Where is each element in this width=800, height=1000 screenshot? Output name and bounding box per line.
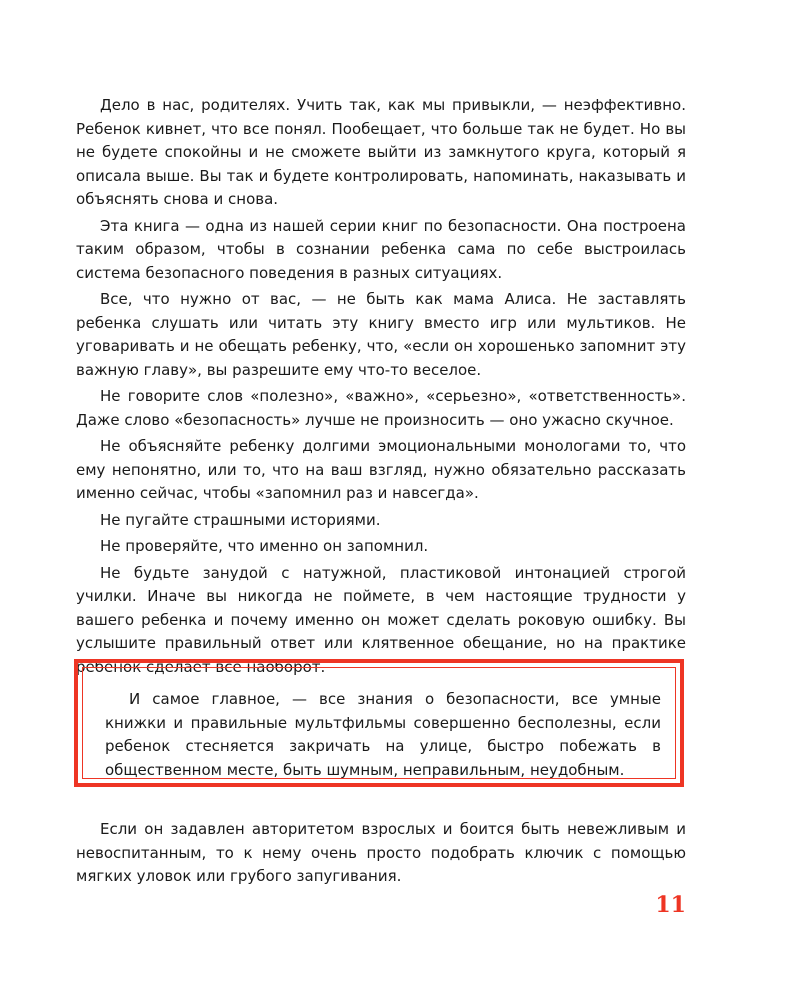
paragraph: Все, что нужно от вас, — не быть как мама Алиса. Не заставлять ребенка слушать или читать эту книгу вместо игр или мультиков. Не уговаривать и не обещать ребенку, что, «если он хорошенько запомнит эту важную главу», вы разрешите ему что-то веселое. — [76, 290, 686, 379]
after-text-block — [76, 818, 686, 892]
callout-inner-border — [82, 667, 676, 779]
callout-box — [74, 659, 684, 787]
paragraph: Не объясняйте ребенку долгими эмоциональными монологами то, что ему непонятно, или то, что на ваш взгляд, нужно обязательно рассказать именно сейчас, чтобы «запомнил раз и навсегда». — [76, 437, 686, 502]
paragraph: Если он задавлен авторитетом взрослых и боится быть невежливым и невоспитанным, то к нему очень просто подобрать ключик с помощью мягких уловок или грубого запугивания. — [76, 820, 686, 885]
paragraph: Не пугайте страшными историями. — [100, 510, 381, 529]
paragraph: Эта книга — одна из нашей серии книг по безопасности. Она построена таким образом, чтобы в сознании ребенка сама по себе выстроилась система безопасного поведения в разных ситуациях. — [76, 216, 686, 282]
paragraph: Не будьте занудой с натужной, пластиковой интонацией строгой училки. Иначе вы никогда не поймете, в чем настоящие трудности у вашего ребенка и почему именно он может сделать роковую ошибку. Вы услышите правильный ответ или клятвенное обещание, но на практике ребенок сделает все наоборот. — [76, 563, 686, 676]
main-text-block — [76, 94, 686, 682]
paragraph: Не проверяйте, что именно он запомнил. — [100, 537, 429, 555]
page-number: 11 — [655, 892, 686, 918]
callout-text: И самое главное, — все знания о безопасности, все умные книжки и правильные мультфильмы совершенно бесполезны, если ребенок стесняется закричать на улице, быстро побежать в общественном месте, быть шумным, неправильным, неудобным. — [105, 690, 661, 779]
paragraph: Дело в нас, родителях. Учить так, как мы привыкли, — неэффективно. Ребенок кивнет, что все понял. Пообещает, что больше так не будет. Но вы не будете спокойны и не сможете выйти из замкнутого круга, который я описала выше. Вы так и будете контролировать, напоминать, наказывать и объяснять снова и снова. — [76, 96, 686, 208]
paragraph: Не говорите слов «полезно», «важно», «серьезно», «ответственность». Даже слово «безопасность» лучше не произносить — оно ужасно скучное. — [76, 387, 686, 429]
